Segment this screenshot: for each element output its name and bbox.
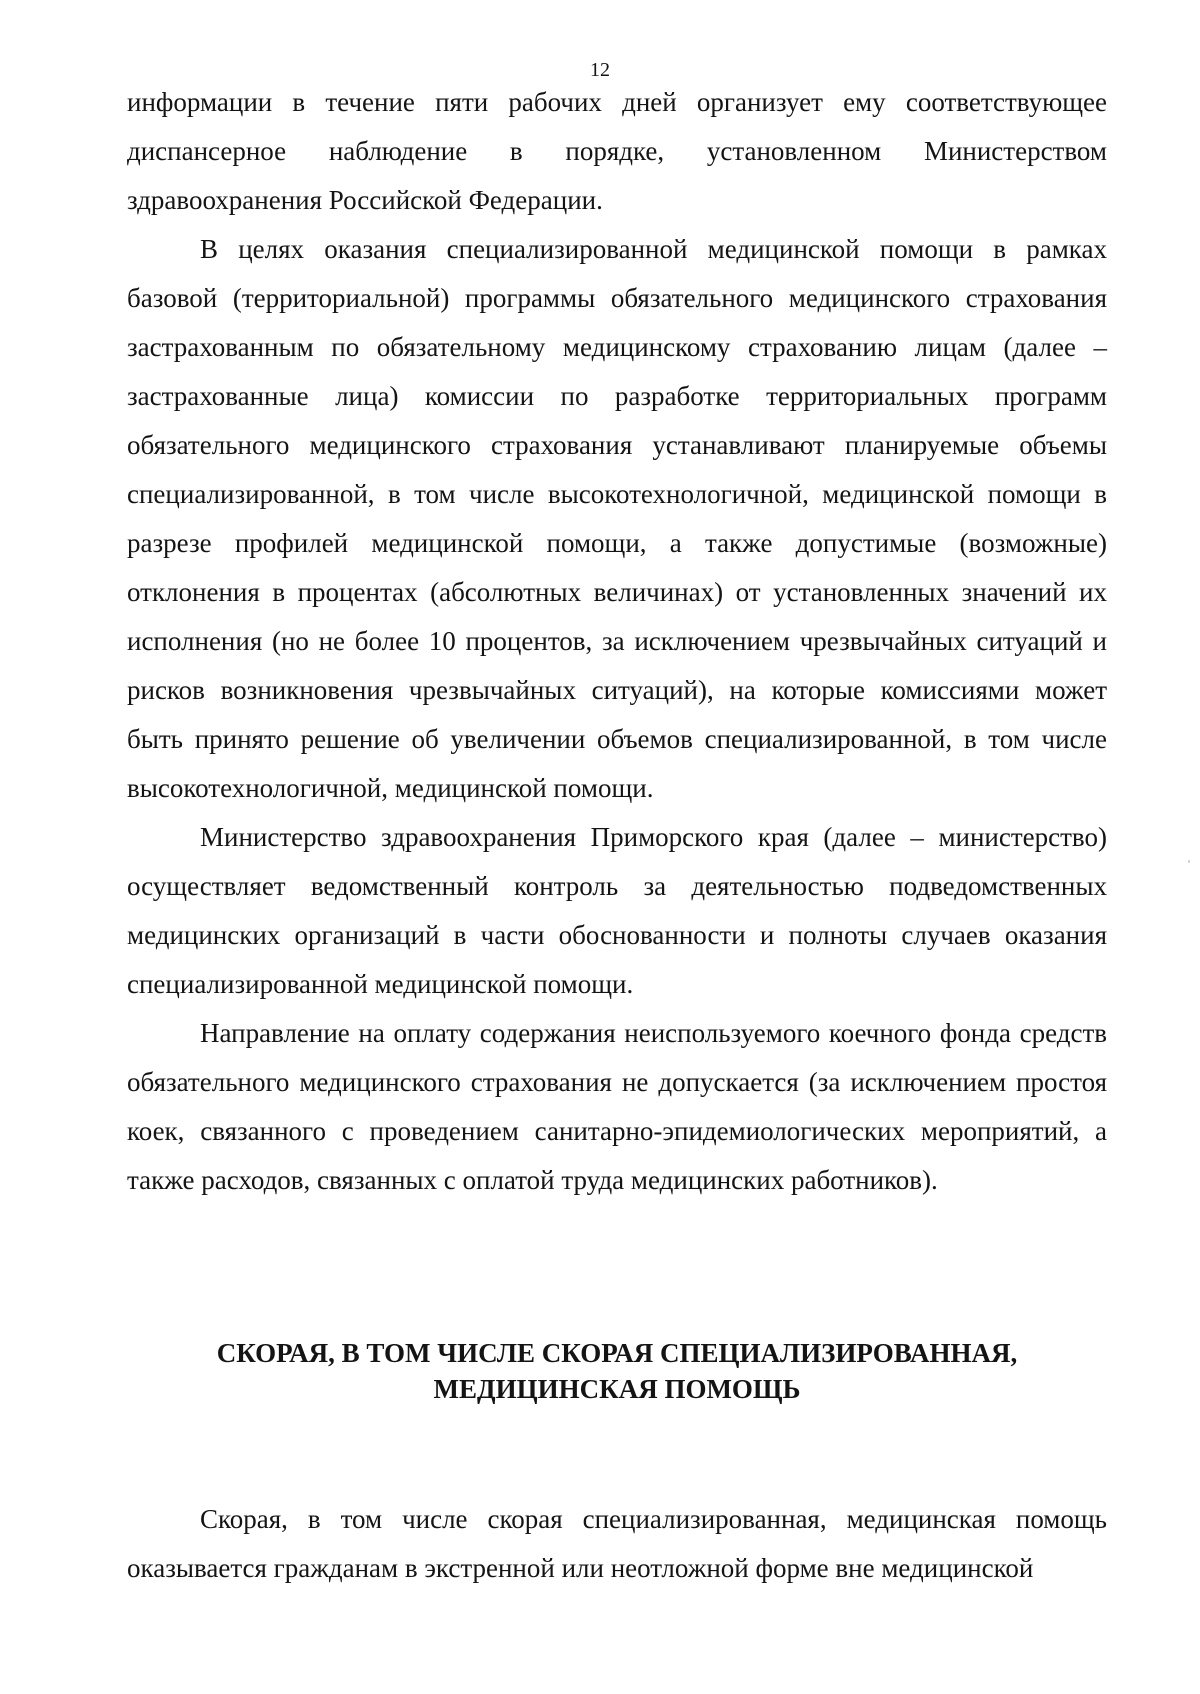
page-number: 12 — [590, 59, 610, 81]
paragraph-ministry-control: Министерство здравоохранения Приморского края (далее – министерство) осуществляет ведомственный контроль за деятельностью подведомственных медицинских организаций в части обоснованности и полноты случаев оказания специализированной медицинской помощи. — [127, 822, 1107, 999]
paragraph-continuation: информации в течение пяти рабочих дней организует ему соответствующее диспансерное наблюдение в порядке, установленном Министерством здравоохранения Российской Федерации. — [127, 87, 1107, 215]
section-heading — [127, 1335, 1107, 1407]
paragraph-specialized-care-volumes: В целях оказания специализированной медицинской помощи в рамках базовой (территориальной) программы обязательного медицинского страхования застрахованным по обязательному медицинскому страхованию лицам (далее – застрахованные лица) комиссии по разработке территориальных программ обязательного медицинского страхования устанавливают планируемые объемы специализированной, в том числе высокотехнологичной, медицинской помощи в разрезе профилей медицинской помощи, а также допустимые (возможные) отклонения в процентах (абсолютных величинах) от установленных значений их исполнения (но не более 10 процентов, за исключением чрезвычайных ситуаций и рисков возникновения чрезвычайных ситуаций), на которые комиссиями может быть принято решение об увеличении объемов специализированной, в том числе высокотехнологичной, медицинской помощи. — [127, 234, 1107, 803]
section-heading-line-1: СКОРАЯ, В ТОМ ЧИСЛЕ СКОРАЯ СПЕЦИАЛИЗИРОВАННАЯ, — [216, 1338, 1018, 1368]
paragraph-bed-fund-payment: Направление на оплату содержания неиспользуемого коечного фонда средств обязательного медицинского страхования не допускается (за исключением простоя коек, связанного с проведением санитарно-эпидемиологических мероприятий, а также расходов, связанных с оплатой труда медицинских работников). — [127, 1018, 1107, 1195]
paragraph-emergency-care: Скорая, в том числе скорая специализированная, медицинская помощь оказывается гражданам в экстренной или неотложной форме вне медицинской — [127, 1504, 1107, 1583]
body-text-bottom — [127, 1495, 1107, 1593]
section-heading-line-2: МЕДИЦИНСКАЯ ПОМОЩЬ — [433, 1374, 801, 1404]
body-text-top — [127, 78, 1107, 1205]
scan-artifact — [1188, 860, 1190, 863]
